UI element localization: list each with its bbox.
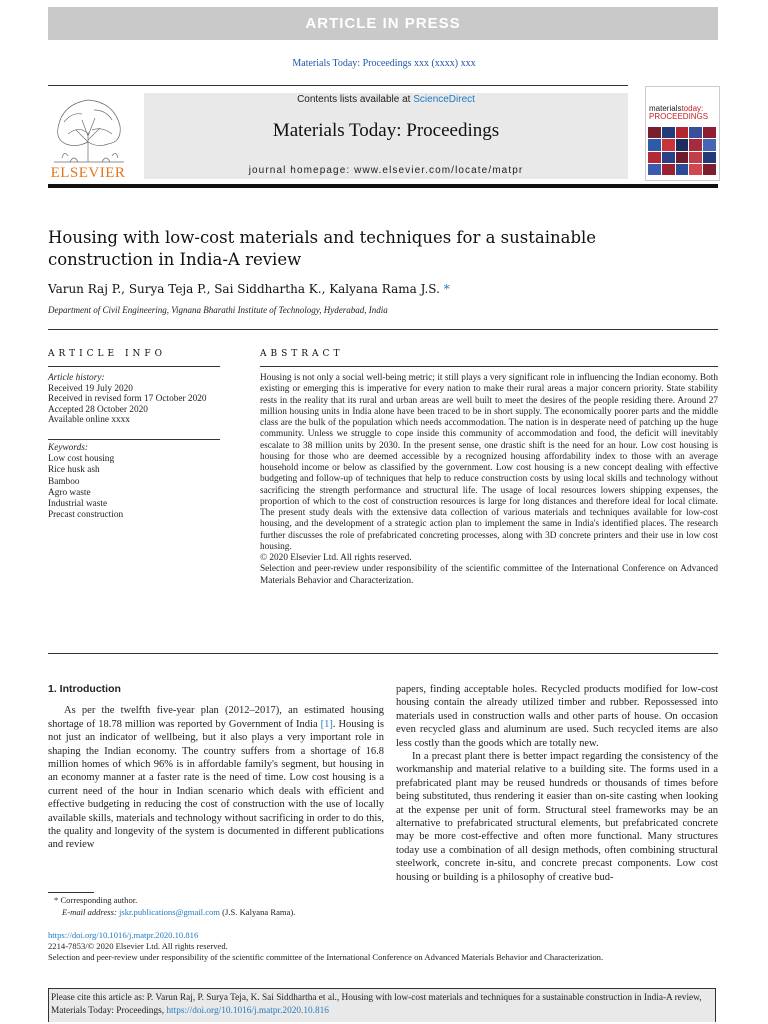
corresponding-author-link[interactable]: *: [443, 282, 450, 296]
reference-link[interactable]: [1]: [320, 718, 333, 730]
abstract-heading: ABSTRACT: [260, 349, 344, 359]
article-history: [48, 373, 223, 426]
journal-title: Materials Today: Proceedings: [272, 120, 500, 141]
body-paragraph: As per the twelfth five-year plan (2012–2017), an estimated housing shortage of 18.78 million was reported by Government of India [1]. Housing is not just an indicator of wellbeing, but it also plays a very important role in shaping the Indian economy. The country suffers from a shortage of 16.8 million homes of which 96% is in affordable family's segment, but housing in an economy manner at a faster rate is the need of time. Low cost housing is a current need of the hour in Indian scenario which deals with efficient and effective budgeting in reducing the cost of construction with the use of locally available skills, materials and technology without sacrificing in order to do this, the quality and longevity of the system is documented in different publications and review: [48, 705, 384, 851]
keyword-item: Low cost housing: [48, 454, 115, 465]
divider: [48, 329, 718, 330]
cover-title: materialstoday: PROCEEDINGS: [649, 104, 709, 121]
keyword-item: Rice husk ash: [48, 465, 100, 476]
body-column-right: [396, 683, 718, 884]
history-item: Accepted 28 October 2020: [48, 404, 148, 415]
elsevier-wordmark: ELSEVIER: [50, 165, 126, 181]
citation-box: [48, 988, 716, 1022]
doi-link[interactable]: https://doi.org/10.1016/j.matpr.2020.10.816: [48, 930, 199, 940]
contents-line: [144, 94, 628, 105]
article-in-press-banner: ARTICLE IN PRESS: [48, 7, 718, 40]
footnote-divider: [48, 892, 94, 893]
footnote: [48, 895, 388, 918]
abstract-peer-review: Selection and peer-review under responsibility of the scientific committee of the International Conference on Advanced Materials Behavior and Characterization.: [260, 564, 718, 586]
divider: [260, 366, 718, 367]
article-info-heading: ARTICLE INFO: [48, 349, 167, 359]
keyword-item: Precast construction: [48, 510, 124, 521]
keyword-item: Industrial waste: [48, 499, 108, 510]
authors-text: Varun Raj P., Surya Teja P., Sai Siddhartha K., Kalyana Rama J.S.: [48, 282, 440, 296]
citation-text: Please cite this article as: P. Varun Raj, P. Surya Teja, K. Sai Siddhartha et al., Housing with low-cost materials and techniques for a sustainable construction in India-A review, Materials Today: Proceedings,: [51, 993, 702, 1016]
history-item: Received 19 July 2020: [48, 383, 133, 394]
body-column-left: [48, 683, 384, 852]
divider: [48, 85, 628, 86]
abstract-paragraph: Housing is not only a social well-being metric; it still plays a very significant role in influencing the Indian economy. Both existing or emerging this is imperative for every nation to make their rural areas a major concern priority. State stability rests in the reality that its rural and urban areas are well built to meet the desires of the people residing there. Around 27 million housing units in India alone have been traced to be in short supply. The economically poorer parts and the middle class are the bulk of the population which needs accommodation. The nation is in desperate need of patching up the huge community. Unless we struggle to cope inside this community of accommodation and food, the deficit will inevitably escalate to 38 million units by 2030. In the present sense, one drastic shift is the need for an hour. Low cost housing is housing for those who are deemed accessible by a recognized housing affordability index to those with an average household income or below as classified by the government. Low cost housing is a new concept dealing with effective budgeting and follow-up of techniques that help to reduce construction costs by using local skills and technology without sacrificing the strength performance and structural life. The usage of local resources lowers shipping expenses, the proportion of which to the cost of construction resources is large for long distances and therefore ideal for local climate. The present study deals with the extensive data collection of various materials and techniques available for low-cost housing, and the development of a strategic action plan to implement the same in India's identified places. The research further discusses the role of prefabricated concreting processes, along with 3D concrete printers and their use in low cost housing.: [260, 373, 718, 552]
affiliation: Department of Civil Engineering, Vignana Bharathi Institute of Technology, Hyderabad, India: [48, 305, 388, 315]
divider: [48, 366, 220, 367]
email-link[interactable]: jskr.publications@gmail.com: [118, 906, 220, 917]
keyword-item: Bamboo: [48, 476, 80, 487]
history-header: Article history:: [48, 373, 105, 383]
abstract-copyright: © 2020 Elsevier Ltd. All rights reserved.: [260, 553, 412, 563]
divider: [48, 653, 718, 654]
divider: [48, 439, 220, 440]
keywords-list: [48, 443, 223, 521]
doi-block: [48, 930, 718, 964]
section-heading: 1. Introduction: [48, 683, 121, 695]
peer-review-line: Selection and peer-review under responsibility of the scientific committee of the International Conference on Advanced Materials Behavior and Characterization.: [48, 952, 604, 963]
cover-image-grid: [648, 127, 716, 175]
keywords-header: Keywords:: [48, 443, 88, 453]
sciencedirect-link[interactable]: ScienceDirect: [413, 94, 475, 105]
body-paragraph: In a precast plant there is better impact regarding the consistency of the workmanship and material relative to a building site. The forms used in a prefabricated plant may be reused hundreds or thousands of times before being substituted, thus rendering it easier than on-site casting when looking at the expense per unit of form. Structural steel frameworks may be an alternative to prefabricated structural elements, but prefabricated concrete may be more cost-effective and often more functional. Many structures today use a combination of all design methods, often combining structural steelwork, concrete in-situ, and concrete precast components. Low cost housing or building is a philosophy of creative bud-: [396, 751, 718, 883]
author-list: [48, 282, 668, 296]
email-note: E-mail address: jskr.publications@gmail.com (J.S. Kalyana Rama).: [62, 906, 296, 917]
keyword-item: Agro waste: [48, 487, 91, 498]
abstract-body: [260, 373, 718, 587]
journal-homepage-link[interactable]: journal homepage: www.elsevier.com/locate/matpr: [248, 165, 524, 176]
history-item: Received in revised form 17 October 2020: [48, 394, 207, 404]
body-paragraph: papers, finding acceptable holes. Recycled products modified for low-cost housing contain the already utilized timber and rubber. Repossessed into materials used in construction walls and other parts of house. On occasion even recycled glass and aluminum are used. Such recycled items are also less costly than the goods which are totally new.: [396, 684, 718, 749]
journal-cover-thumbnail: [645, 86, 720, 181]
masthead-divider: [48, 184, 718, 188]
paper-title: Housing with low-cost materials and techniques for a sustainable construction in India-A review: [48, 228, 597, 269]
contents-prefix: Contents lists available at: [297, 94, 414, 105]
citation-doi-link[interactable]: https://doi.org/10.1016/j.matpr.2020.10.816: [166, 1006, 329, 1016]
history-item: Available online xxxx: [48, 415, 130, 425]
issn-line: 2214-7853/© 2020 Elsevier Ltd. All rights reserved.: [48, 941, 228, 952]
journal-reference-link[interactable]: Materials Today: Proceedings xxx (xxxx) xxx: [292, 58, 476, 69]
corresponding-note: * Corresponding author.: [54, 895, 138, 905]
